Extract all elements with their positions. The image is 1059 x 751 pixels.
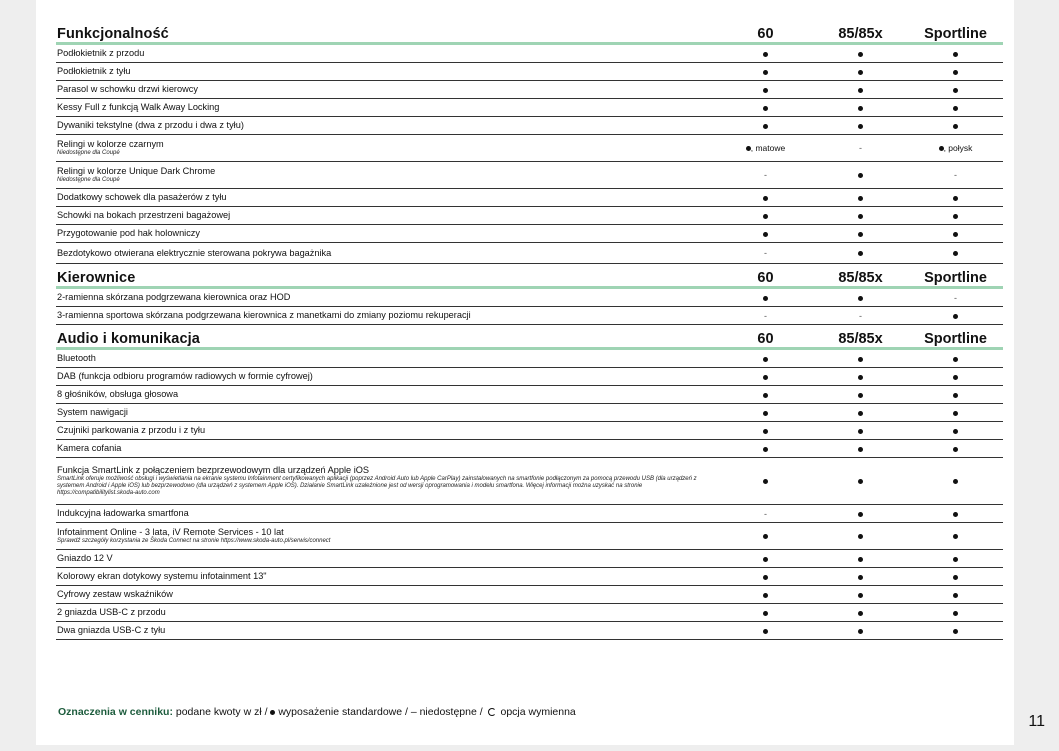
column-header: 60 — [757, 26, 774, 42]
value-cell — [908, 509, 1003, 519]
standard-dot-icon — [858, 611, 863, 616]
row-label — [56, 571, 718, 582]
value-cell — [908, 408, 1003, 418]
standard-dot-icon — [763, 447, 768, 452]
standard-dot-icon — [763, 557, 768, 562]
table-row — [56, 207, 1003, 225]
value-cell — [908, 49, 1003, 59]
standard-dot-icon — [858, 593, 863, 598]
row-label-text: Czujniki parkowania z przodu i z tyłu — [57, 425, 206, 435]
row-label — [56, 389, 718, 400]
value-cell — [718, 293, 813, 303]
option-ring-icon — [488, 708, 496, 716]
row-note: SmartLink oferuje możliwość obsługi i wyświetlania na ekranie systemu Infotainment certyfikowanych aplikacji (poprzez Android Auto lub Apple CarPlay) zainstalowanych na smartfonie podłączonym za pomocą przewodu USB (dla urządzeń z systemem Android i Apple iOS) lub bezprzewodowo (dla urządzeń z systemem Apple iOS). Działanie SmartLink uzależnione jest od wersji oprogramowania i modelu smartfona. Więcej informacji można uzyskać na stronie https://compatibilitylist.skoda-auto.com — [57, 476, 697, 496]
standard-dot-icon — [763, 52, 768, 57]
table-row — [56, 604, 1003, 622]
standard-dot-icon — [763, 106, 768, 111]
value-cell — [813, 143, 908, 153]
value-cell — [813, 193, 908, 203]
standard-dot-icon — [858, 296, 863, 301]
value-cell — [908, 444, 1003, 454]
standard-dot-icon — [858, 629, 863, 634]
standard-dot-icon — [858, 124, 863, 129]
standard-dot-icon — [763, 479, 768, 484]
value-cell — [718, 211, 813, 221]
standard-dot-icon — [858, 557, 863, 562]
table-row — [56, 99, 1003, 117]
row-label-text: System nawigacji — [57, 407, 128, 417]
value-cell — [908, 67, 1003, 77]
row-label — [56, 607, 718, 618]
value-cell — [718, 354, 813, 364]
table-row — [56, 243, 1003, 264]
standard-dot-icon — [953, 70, 958, 75]
not-available-dash: - — [764, 508, 767, 519]
row-label — [56, 625, 718, 636]
standard-dot-icon — [763, 393, 768, 398]
not-available-dash: - — [954, 292, 957, 303]
standard-dot-icon — [953, 232, 958, 237]
column-header: 60 — [757, 270, 774, 286]
value-cell — [718, 554, 813, 564]
value-cell — [718, 408, 813, 418]
table-row — [56, 523, 1003, 550]
row-label-text: Funkcja SmartLink z połączeniem bezprzewodowym dla urządzeń Apple iOS — [57, 465, 370, 475]
table-row — [56, 45, 1003, 63]
value-cell — [718, 229, 813, 239]
value-cell — [718, 476, 813, 486]
standard-dot-icon — [763, 534, 768, 539]
row-label — [56, 465, 718, 497]
value-cell — [813, 408, 908, 418]
standard-dot-icon — [763, 611, 768, 616]
table-row — [56, 117, 1003, 135]
table-row — [56, 350, 1003, 368]
section-header — [56, 327, 1003, 350]
row-label-text: Podłokietnik z tyłu — [57, 66, 131, 76]
section-title: Kierownice — [57, 270, 136, 286]
row-label — [56, 353, 718, 364]
table-row — [56, 368, 1003, 386]
cell-suffix: , połysk — [943, 143, 973, 153]
value-cell — [813, 229, 908, 239]
value-cell — [813, 554, 908, 564]
standard-dot-icon — [763, 232, 768, 237]
not-available-dash: - — [859, 143, 862, 153]
value-cell — [718, 103, 813, 113]
table-row — [56, 386, 1003, 404]
standard-dot-icon — [858, 106, 863, 111]
value-cell — [813, 372, 908, 382]
row-label-text: Relingi w kolorze Unique Dark Chrome — [57, 166, 216, 176]
row-label-text: 2 gniazda USB-C z przodu — [57, 607, 166, 617]
standard-dot-icon — [953, 575, 958, 580]
table-row — [56, 505, 1003, 523]
table-row — [56, 404, 1003, 422]
section-header — [56, 22, 1003, 45]
row-label-text: Relingi w kolorze czarnym — [57, 139, 164, 149]
value-cell — [718, 193, 813, 203]
value-cell — [908, 193, 1003, 203]
value-cell — [813, 509, 908, 519]
standard-dot-icon — [763, 88, 768, 93]
table-row — [56, 550, 1003, 568]
table-row — [56, 81, 1003, 99]
value-cell — [718, 311, 813, 321]
value-cell — [718, 531, 813, 541]
value-cell — [813, 49, 908, 59]
value-cell — [718, 509, 813, 519]
value-cell — [813, 626, 908, 636]
standard-dot-icon — [858, 232, 863, 237]
document-page — [36, 0, 1014, 745]
value-cell — [908, 85, 1003, 95]
table-row — [56, 458, 1003, 505]
standard-dot-icon — [858, 70, 863, 75]
standard-dot-icon — [763, 214, 768, 219]
row-label-text: Podłokietnik z przodu — [57, 48, 145, 58]
row-label — [56, 248, 718, 259]
column-header: 85/85x — [838, 331, 883, 347]
not-available-dash: - — [764, 310, 767, 321]
standard-dot-icon — [858, 88, 863, 93]
value-cell — [908, 626, 1003, 636]
row-label-text: 3-ramienna sportowa skórzana podgrzewana kierownica z manetkami do zmiany poziomu rekuperacji — [57, 310, 471, 320]
standard-dot-icon — [953, 629, 958, 634]
standard-dot-icon — [858, 196, 863, 201]
standard-dot-icon — [953, 88, 958, 93]
value-cell — [813, 103, 908, 113]
row-label-text: Schowki na bokach przestrzeni bagażowej — [57, 210, 231, 220]
value-cell — [908, 103, 1003, 113]
row-label — [56, 407, 718, 418]
value-cell — [813, 444, 908, 454]
standard-dot-icon — [858, 393, 863, 398]
row-label — [56, 425, 718, 436]
standard-dot-icon — [953, 124, 958, 129]
row-label — [56, 84, 718, 95]
value-cell — [908, 211, 1003, 221]
standard-dot-icon — [953, 52, 958, 57]
value-cell — [813, 211, 908, 221]
cell-suffix: , matowe — [750, 143, 786, 153]
standard-dot-icon — [763, 70, 768, 75]
row-label-text: Gniazdo 12 V — [57, 553, 113, 563]
standard-dot-icon — [953, 106, 958, 111]
row-label — [56, 292, 718, 303]
section-title: Funkcjonalność — [57, 26, 169, 42]
row-label — [56, 589, 718, 600]
standard-dot-icon — [953, 593, 958, 598]
row-note: Niedostępne dla Coupé — [57, 177, 120, 183]
standard-dot-icon — [858, 575, 863, 580]
row-label — [56, 102, 718, 113]
value-cell — [718, 121, 813, 131]
standard-dot-icon — [763, 575, 768, 580]
value-cell — [813, 67, 908, 77]
column-header: Sportline — [924, 331, 987, 347]
row-label-text: 8 głośników, obsługa głosowa — [57, 389, 179, 399]
standard-dot-icon — [858, 173, 863, 178]
row-label — [56, 120, 718, 131]
row-label-text: Kessy Full z funkcją Walk Away Locking — [57, 102, 220, 112]
row-label-text: 2-ramienna skórzana podgrzewana kierownica oraz HOD — [57, 292, 291, 302]
section-title: Audio i komunikacja — [57, 331, 200, 347]
value-cell — [813, 170, 908, 180]
value-cell — [908, 608, 1003, 618]
standard-dot-icon — [953, 411, 958, 416]
value-cell — [813, 354, 908, 364]
row-label-text: Indukcyjna ładowarka smartfona — [57, 508, 189, 518]
page-number: 11 — [1028, 713, 1045, 730]
row-label-text: Kolorowy ekran dotykowy systemu infotainment 13" — [57, 571, 267, 581]
value-cell — [908, 229, 1003, 239]
standard-dot-icon — [763, 196, 768, 201]
standard-dot-icon — [763, 429, 768, 434]
not-available-dash: - — [764, 248, 767, 258]
value-cell — [908, 572, 1003, 582]
value-cell — [908, 248, 1003, 258]
row-label — [56, 166, 718, 184]
standard-dot-icon — [953, 251, 958, 256]
legend — [58, 706, 576, 718]
value-cell — [813, 390, 908, 400]
legend-text-1: podane kwoty w zł / — [172, 706, 271, 718]
row-label — [56, 310, 718, 321]
row-label-text: Cyfrowy zestaw wskaźników — [57, 589, 173, 599]
row-label-text: Dodatkowy schowek dla pasażerów z tyłu — [57, 192, 227, 202]
value-cell — [718, 143, 813, 153]
value-cell — [813, 531, 908, 541]
legend-title: Oznaczenia w cenniku: — [58, 706, 173, 718]
value-cell — [718, 390, 813, 400]
standard-dot-icon — [858, 411, 863, 416]
value-cell — [908, 554, 1003, 564]
standard-dot-icon — [953, 534, 958, 539]
standard-dot-icon — [953, 314, 958, 319]
standard-dot-icon — [953, 429, 958, 434]
value-cell — [718, 444, 813, 454]
value-cell — [718, 49, 813, 59]
table-row — [56, 63, 1003, 81]
row-label — [56, 192, 718, 203]
not-available-dash: - — [859, 310, 862, 321]
value-cell — [718, 426, 813, 436]
row-label — [56, 553, 718, 564]
row-label — [56, 48, 718, 59]
value-cell — [813, 293, 908, 303]
value-cell — [718, 170, 813, 180]
standard-dot-icon — [953, 357, 958, 362]
standard-dot-icon — [953, 512, 958, 517]
row-label — [56, 228, 718, 239]
value-cell — [813, 85, 908, 95]
row-label — [56, 66, 718, 77]
value-cell — [813, 426, 908, 436]
value-cell — [908, 293, 1003, 303]
value-cell — [908, 170, 1003, 180]
column-header: 85/85x — [838, 26, 883, 42]
column-header: Sportline — [924, 26, 987, 42]
value-cell — [908, 311, 1003, 321]
standard-dot-icon — [858, 52, 863, 57]
table-row — [56, 586, 1003, 604]
standard-dot-icon — [953, 557, 958, 562]
value-cell — [718, 608, 813, 618]
section-header — [56, 266, 1003, 289]
row-label-text: Przygotowanie pod hak holowniczy — [57, 228, 200, 238]
value-cell — [718, 67, 813, 77]
standard-dot-icon — [953, 479, 958, 484]
standard-dot-icon — [763, 124, 768, 129]
row-label — [56, 508, 718, 519]
legend-text-2: wyposażenie standardowe / – niedostępne / — [275, 706, 486, 718]
column-header: 60 — [757, 331, 774, 347]
row-label — [56, 371, 718, 382]
row-label — [56, 139, 718, 157]
value-cell — [908, 476, 1003, 486]
not-available-dash: - — [764, 170, 767, 180]
standard-dot-icon — [953, 447, 958, 452]
standard-dot-icon — [763, 375, 768, 380]
table-row — [56, 422, 1003, 440]
row-note: Niedostępne dla Coupé — [57, 150, 120, 156]
value-cell — [813, 590, 908, 600]
standard-dot-icon — [858, 447, 863, 452]
value-cell — [718, 85, 813, 95]
standard-dot-icon — [858, 479, 863, 484]
value-cell — [908, 372, 1003, 382]
value-cell — [813, 476, 908, 486]
standard-dot-icon — [858, 214, 863, 219]
standard-dot-icon — [953, 611, 958, 616]
table-row — [56, 307, 1003, 325]
row-label-text: Dwa gniazda USB-C z tyłu — [57, 625, 166, 635]
standard-dot-icon — [763, 593, 768, 598]
column-header: Sportline — [924, 270, 987, 286]
standard-dot-icon — [953, 196, 958, 201]
standard-dot-icon — [763, 629, 768, 634]
standard-dot-icon — [858, 251, 863, 256]
table-row — [56, 225, 1003, 243]
value-cell — [908, 390, 1003, 400]
standard-dot-icon — [953, 393, 958, 398]
value-cell — [718, 572, 813, 582]
value-cell — [718, 372, 813, 382]
row-label — [56, 210, 718, 221]
table-row — [56, 135, 1003, 162]
standard-dot-icon — [858, 429, 863, 434]
value-cell — [908, 426, 1003, 436]
row-label-text: Bezdotykowo otwierana elektrycznie sterowana pokrywa bagażnika — [57, 247, 332, 258]
row-label — [56, 443, 718, 454]
value-cell — [908, 531, 1003, 541]
table-row — [56, 622, 1003, 640]
equipment-table — [56, 22, 1003, 640]
row-label-text: Infotainment Online - 3 lata, iV Remote Services - 10 lat — [57, 527, 284, 537]
value-cell — [718, 590, 813, 600]
row-label-text: Dywaniki tekstylne (dwa z przodu i dwa z tyłu) — [57, 120, 244, 130]
table-row — [56, 289, 1003, 307]
value-cell — [813, 121, 908, 131]
standard-dot-icon — [953, 375, 958, 380]
row-label-text: Bluetooth — [57, 353, 96, 363]
table-row — [56, 189, 1003, 207]
value-cell — [908, 143, 1003, 153]
standard-dot-icon — [763, 357, 768, 362]
row-label-text: DAB (funkcja odbioru programów radiowych w formie cyfrowej) — [57, 371, 313, 381]
value-cell — [908, 354, 1003, 364]
value-cell — [718, 626, 813, 636]
value-cell — [813, 311, 908, 321]
not-available-dash: - — [954, 170, 957, 180]
row-note: Sprawdź szczegóły korzystania ze Škoda Connect na stronie https://www.skoda-auto.pl/serwis/connect — [57, 538, 331, 544]
value-cell — [813, 572, 908, 582]
row-label-text: Parasol w schowku drzwi kierowcy — [57, 84, 198, 94]
standard-dot-icon — [858, 375, 863, 380]
table-row — [56, 568, 1003, 586]
value-cell — [813, 608, 908, 618]
value-cell — [813, 248, 908, 258]
row-label — [56, 527, 718, 545]
value-cell — [718, 248, 813, 258]
value-cell — [908, 121, 1003, 131]
standard-dot-icon — [858, 534, 863, 539]
standard-dot-icon — [858, 357, 863, 362]
standard-dot-icon — [858, 512, 863, 517]
column-header: 85/85x — [838, 270, 883, 286]
value-cell — [908, 590, 1003, 600]
standard-dot-icon — [763, 411, 768, 416]
standard-dot-icon — [953, 214, 958, 219]
table-row — [56, 440, 1003, 458]
table-row — [56, 162, 1003, 189]
row-label-text: Kamera cofania — [57, 443, 122, 453]
legend-text-3: opcja wymienna — [497, 706, 576, 718]
standard-dot-icon — [763, 296, 768, 301]
